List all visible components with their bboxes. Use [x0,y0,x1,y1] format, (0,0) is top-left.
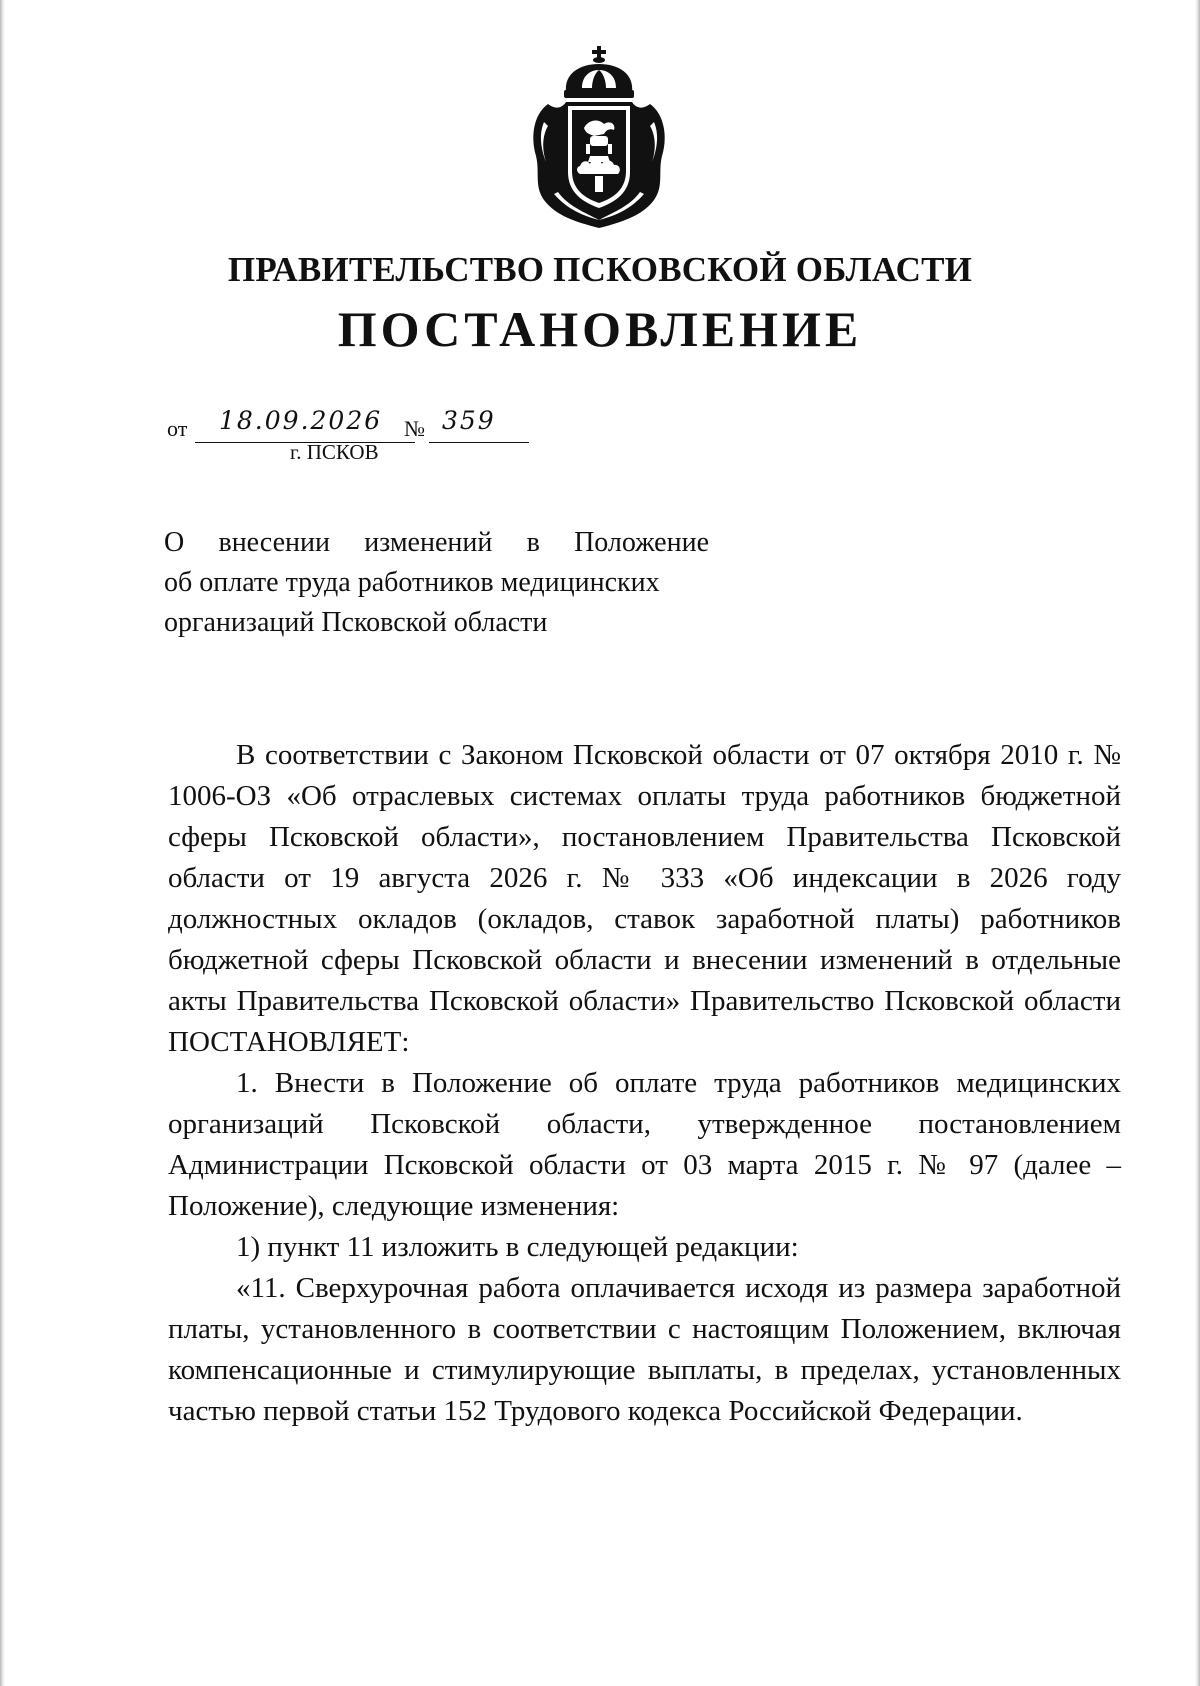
body-paragraph: 1. Внести в Положение об оплате труда работников медицинских организаций Псковской области, утвержденное постановлением Администрации Псковской области от 03 марта 2015 г. № 97 (далее – Положение), следующие изменения: [168,1067,1121,1222]
government-title: ПРАВИТЕЛЬСТВО ПСКОВСКОЙ ОБЛАСТИ [227,250,973,289]
subject-line: организаций Псковской области [164,607,548,638]
document-subject [164,523,709,643]
from-label: от [167,416,188,441]
body-paragraph: В соответствии с Законом Псковской области от 07 октября 2010 г. № 1006-ОЗ «Об отраслевых системах оплаты труда работников бюджетной сферы Псковской области», постановлением Правительства Псковской области от 19 августа 2026 г. № 333 «Об индексации в 2026 году должностных окладов (окладов, ставок заработной платы) работников бюджетной сферы Псковской области и внесении изменений в отдельные акты Правительства Псковской области» Правительство Псковской области ПОСТАНОВЛЯЕТ: [168,739,1121,1058]
subject-line: О внесении изменений в Положение [164,527,709,558]
pskov-coat-of-arms-icon [524,44,674,232]
city: г. ПСКОВ [290,440,379,464]
document-body [168,735,1121,1432]
number-label: № [404,416,425,441]
body-paragraph: 1) пункт 11 изложить в следующей редакции: [236,1231,799,1263]
document-number: 359 [442,406,496,435]
subject-line: об оплате труда работников медицинских [164,567,660,598]
document-type: ПОСТАНОВЛЕНИЕ [337,301,863,357]
body-paragraph: «11. Сверхурочная работа оплачивается исходя из размера заработной платы, установленного в соответствии с настоящим Положением, включая компенсационные и стимулирующие выплаты, в пределах, установленных частью первой статьи 152 Трудового кодекса Российской Федерации. [168,1272,1121,1427]
document-date: 18.09.2026 [219,406,383,435]
